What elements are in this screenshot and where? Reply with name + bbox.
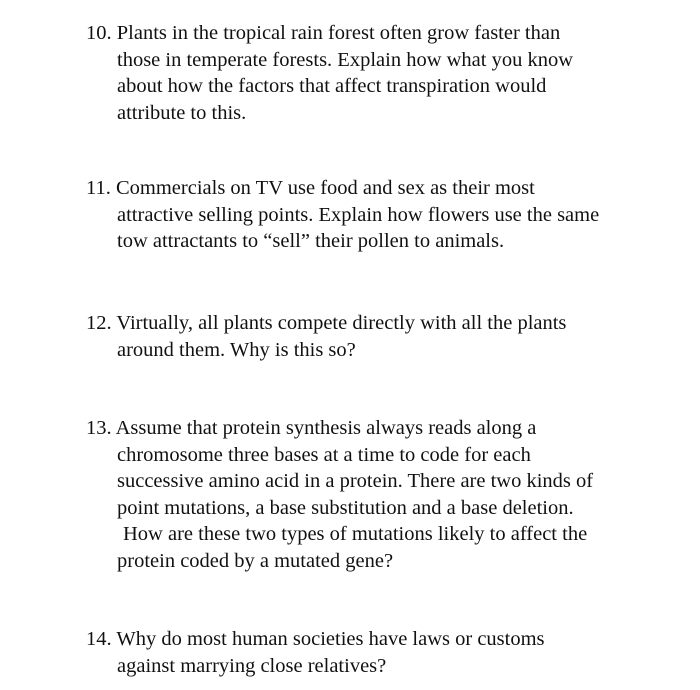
question-10-line-3: about how the factors that affect transpiration would <box>117 75 547 97</box>
question-12 <box>86 310 566 363</box>
question-10-line-4: attribute to this. <box>117 101 247 124</box>
question-11-line-1: 11. Commercials on TV use food and sex as their most <box>86 177 535 199</box>
question-13-line-1: 13. Assume that protein synthesis always reads along a <box>86 417 537 439</box>
question-14-line-1: 14. Why do most human societies have laws or customs <box>86 628 545 650</box>
question-12-line-1: 12. Virtually, all plants compete directly with all the plants <box>86 312 567 334</box>
question-13-line-5: How are these two types of mutations likely to affect the <box>123 523 588 545</box>
question-12-line-2: around them. Why is this so? <box>117 338 356 361</box>
question-11-line-3: tow attractants to “sell” their pollen to animals. <box>117 230 505 252</box>
question-13-line-6: protein coded by a mutated gene? <box>117 549 394 572</box>
question-14-line-2: against marrying close relatives? <box>117 654 387 677</box>
question-11-line-2: attractive selling points. Explain how flowers use the same <box>117 203 600 226</box>
question-13-line-3: successive amino acid in a protein. There are two kinds of <box>117 470 594 492</box>
question-13 <box>86 415 593 574</box>
question-11 <box>86 175 599 255</box>
question-14 <box>86 626 545 679</box>
question-13-line-4: point mutations, a base substitution and a base deletion. <box>117 496 574 519</box>
question-10-line-1: 10. Plants in the tropical rain forest often grow faster than <box>86 22 561 44</box>
question-10-line-2: those in temperate forests. Explain how what you know <box>117 48 574 71</box>
question-10 <box>86 20 573 126</box>
question-13-line-2: chromosome three bases at a time to code for each <box>117 443 531 466</box>
